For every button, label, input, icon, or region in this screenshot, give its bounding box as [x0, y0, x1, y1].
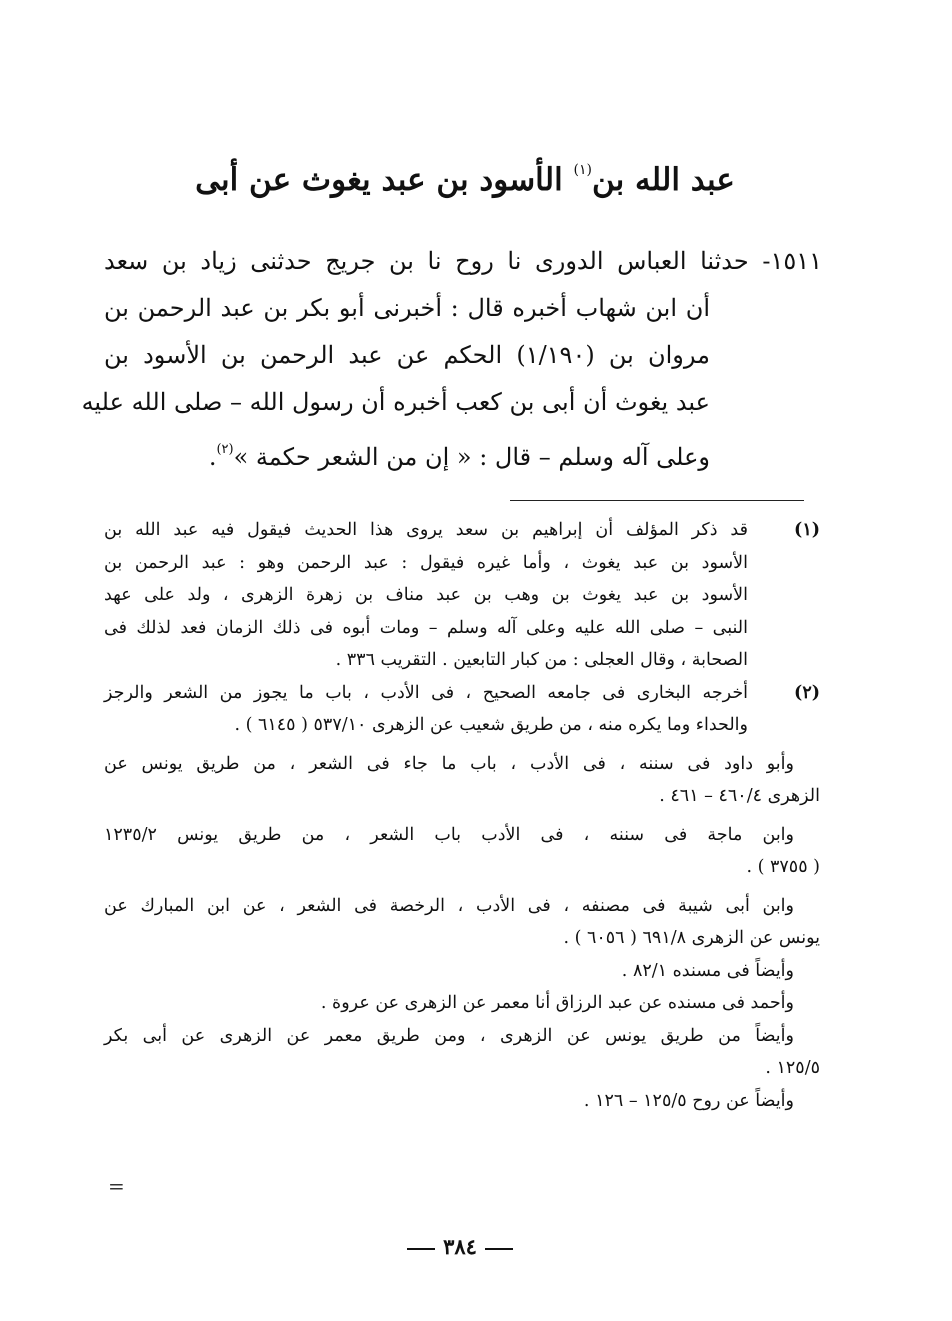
footnote-line: قد ذكر المؤلف أن إبراهيم بن سعد يروى هذا الحديث فيقول فيه عبد الله بن	[104, 520, 748, 540]
page-number	[380, 1234, 540, 1259]
footnote-line: والحداء وما يكره منه ، من طريق شعيب عن الزهرى ٥٣٧/١٠ ( ٦١٤٥ ) .	[234, 715, 748, 735]
footnote-number: (١)	[794, 520, 820, 540]
hadith-line-4: عبد يغوث أن أبى بن كعب أخبره أن رسول الله – صلى الله عليه	[81, 388, 710, 416]
hadith-line-5-end: .	[208, 443, 217, 471]
hadith-line-3: مروان بن (١/١٩٠) الحكم عن عبد الرحمن بن الأسود بن	[104, 341, 710, 369]
footnote-number: (٢)	[794, 682, 820, 703]
title-rest: الأسود بن عبد يغوث عن أبى	[195, 162, 563, 198]
hadith-line-1: ١٥١١- حدثنا العباس الدورى نا روح نا بن جريج حدثنى زياد بن سعد	[104, 247, 822, 275]
hadith-footnote-ref: (٢)	[216, 442, 234, 457]
footnote-source-line: وابن أبى شيبة فى مصنفه ، فى الأدب ، الرخصة فى الشعر ، عن ابن المبارك عن	[104, 895, 794, 916]
footnote-2	[104, 677, 820, 1118]
footnote-source-line: وأيضاً من طريق يونس عن الزهرى ، ومن طريق معمر عن الزهرى عن أبى بكر	[104, 1025, 794, 1046]
hadith-line-5	[104, 426, 822, 481]
footnote-source-line: وأيضاً فى مسنده ٨٢/١ .	[621, 960, 794, 981]
page-number-dash-left	[407, 1248, 435, 1250]
footnote-source-group	[104, 742, 820, 1118]
footnote-source-line: وابن ماجة فى سننه ، فى الأدب باب الشعر ، من طريق يونس ١٢٣٥/٢	[104, 824, 794, 845]
footnotes	[104, 514, 820, 1117]
hadith-text	[81, 238, 822, 481]
footnote-source-line: يونس عن الزهرى ٦٩١/٨ ( ٦٠٥٦ ) .	[563, 928, 820, 948]
footnote-source-line: ١٢٥/٥ .	[765, 1058, 820, 1078]
footnote-line: الأسود بن عبد يغوث بن وهب بن عبد مناف بن زهرة الزهرى ، ولد على عهد	[104, 585, 748, 605]
footnote-separator	[510, 500, 804, 501]
footnote-source-line: ( ٣٧٥٥ ) .	[746, 857, 820, 877]
hadith-line-5-text: وعلى آله وسلم – قال : « إن من الشعر حكمة »	[233, 443, 710, 471]
footnote-source-line: وأبو داود فى سننه ، فى الأدب ، باب ما جاء فى الشعر ، من طريق يونس عن	[104, 753, 794, 774]
footnote-line: الأسود بن عبد يغوث ، وأما غيره فيقول : عبد الرحمن وهو : عبد الرحمن بن	[104, 552, 748, 573]
title-start: عبد الله بن	[591, 162, 735, 198]
hadith-line-2: أن ابن شهاب أخبره قال : أخبرنى أبو بكر بن عبد الرحمن بن	[104, 294, 710, 322]
title-footnote-ref: (١)	[573, 162, 592, 178]
footnote-source-line: وأيضاً عن روح ١٢٥/٥ – ١٢٦ .	[583, 1090, 794, 1111]
page-number-dash-right	[485, 1248, 513, 1250]
page-number-value: ٣٨٤	[443, 1234, 477, 1259]
footnote-line: الصحابة ، وقال العجلى : من كبار التابعين . التقريب ٣٣٦ .	[335, 650, 748, 670]
footnote-source-line: وأحمد فى مسنده عن عبد الرزاق أنا معمر عن الزهرى عن عروة .	[320, 993, 794, 1013]
page-title	[110, 162, 820, 198]
footnote-line: أخرجه البخارى فى جامعه الصحيح ، فى الأدب ، باب ما يجوز من الشعر والرجز	[104, 682, 748, 703]
footnote-source-line: الزهرى ٤٦٠/٤ – ٤٦١ .	[659, 786, 820, 806]
footnote-line: النبى – صلى الله عليه وعلى آله وسلم – ومات أبوه فى ذلك الزمان فعد لذلك فى	[104, 617, 748, 638]
footnote-1	[104, 514, 820, 677]
margin-mark: =	[108, 1174, 125, 1198]
